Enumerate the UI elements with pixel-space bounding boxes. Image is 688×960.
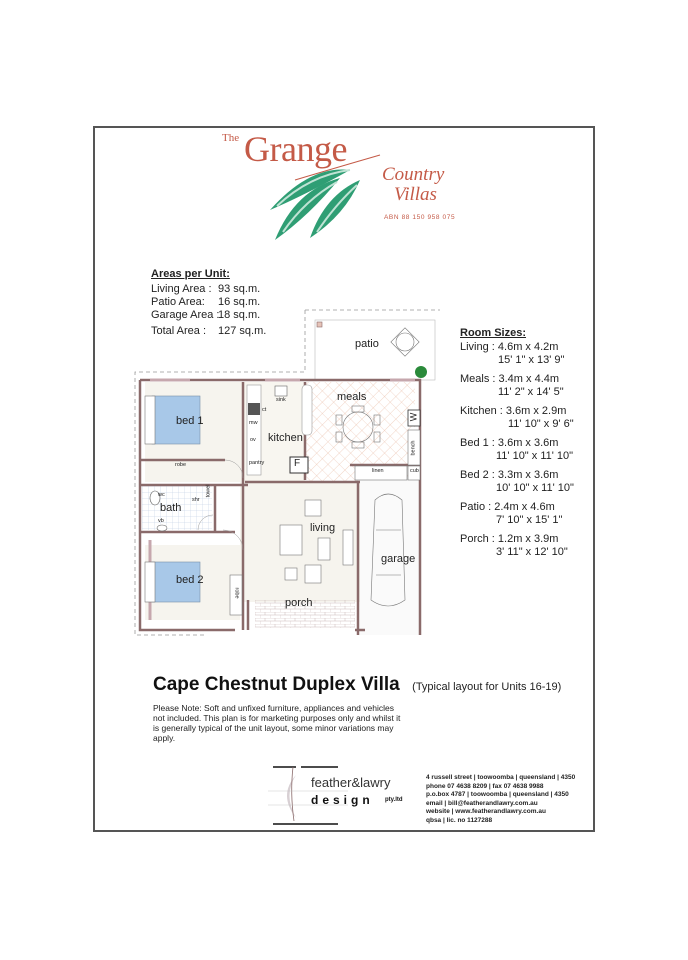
- room-size-item: Living : 4.6m x 4.2m 15' 1" x 13' 9": [460, 341, 565, 366]
- contact-qbsa: qbsa | lic. no 1127288: [426, 816, 493, 824]
- company-design: design: [311, 793, 374, 807]
- disclaimer-note: Please Note: Soft and unfixed furniture, appliances and vehicles not included. This plan is for marketing purposes only and whilst it is generally typical of the unit layout, some minor variations may apply.: [153, 703, 401, 743]
- label-ov: ov: [250, 437, 256, 443]
- logo-abn: ABN 88 150 958 075: [384, 214, 456, 221]
- room-sizes: [460, 327, 574, 559]
- floor-plan-drawing: [130, 300, 440, 645]
- contact-phone: phone 07 4638 8209 | fax 07 4638 9988: [426, 782, 544, 790]
- contact-website[interactable]: website | www.featherandlawry.com.au: [426, 808, 546, 815]
- areas-row: Living Area : 93 sq.m.: [151, 283, 261, 295]
- label-bench: bench: [410, 440, 417, 456]
- room-size-item: Meals : 3.4m x 4.4m 11' 2" x 14' 5": [460, 373, 564, 398]
- label-cub: cub: [410, 468, 419, 474]
- room-size-item: Bed 2 : 3.3m x 3.6m 10' 10" x 11' 10": [460, 469, 574, 494]
- floor-plan: [130, 300, 440, 645]
- label-shr: shr: [192, 497, 200, 503]
- label-pantry: pantry: [249, 460, 265, 466]
- label-linen: linen: [372, 468, 384, 474]
- room-label-bath: bath: [160, 502, 182, 514]
- room-size-item: Patio : 2.4m x 4.6m 7' 10" x 15' 1": [460, 501, 563, 526]
- label-towel: towel: [205, 484, 212, 498]
- label-sink: sink: [276, 397, 286, 403]
- label-fridge: F: [294, 458, 301, 469]
- room-label-bed2: bed 2: [176, 574, 204, 586]
- label-wc: wc: [158, 492, 165, 498]
- contact-address: 4 russell street | toowoomba | queensland | 4350: [426, 774, 576, 781]
- room-label-bed1: bed 1: [176, 415, 204, 427]
- eucalyptus-leaves-icon: [255, 150, 395, 245]
- room-size-item: Kitchen : 3.6m x 2.9m 11' 10" x 9' 6": [460, 405, 574, 430]
- areas-title: Areas per Unit:: [151, 268, 230, 280]
- logo-the: The: [222, 132, 240, 144]
- room-label-living: living: [310, 522, 336, 534]
- room-size-item: Bed 1 : 3.6m x 3.6m 11' 10" x 11' 10": [460, 437, 574, 462]
- label-mw: mw: [249, 420, 258, 426]
- logo-villas: Villas: [394, 184, 437, 205]
- company-contact: [426, 774, 575, 825]
- areas-row: Total Area : 127 sq.m.: [151, 325, 267, 337]
- room-label-meals: meals: [337, 391, 367, 403]
- label-vb: vb: [158, 518, 164, 524]
- contact-pobox: p.o.box 4787 | toowoomba | queensland | 4350: [426, 791, 569, 798]
- label-ct: ct: [262, 407, 267, 413]
- company-pty: pty.ltd: [385, 797, 403, 803]
- contact-email[interactable]: email | bill@featherandlawry.com.au: [426, 799, 538, 807]
- label-robe-2: robe: [233, 587, 240, 599]
- villa-subtitle: (Typical layout for Units 16-19): [412, 681, 562, 693]
- room-size-item: Porch : 1.2m x 3.9m 3' 11" x 12' 10": [460, 533, 568, 558]
- logo-grange: Grange: [244, 129, 347, 169]
- room-label-garage: garage: [381, 553, 416, 565]
- room-sizes-title: Room Sizes:: [460, 327, 527, 339]
- label-robe-1: robe: [175, 462, 187, 468]
- room-label-patio: patio: [355, 338, 379, 350]
- areas-row: Patio Area: 16 sq.m.: [151, 296, 261, 308]
- villa-heading: [153, 674, 561, 696]
- villa-title: Cape Chestnut Duplex Villa: [153, 674, 400, 695]
- logo-country: Country: [382, 164, 445, 185]
- areas-row: Garage Area :18 sq.m.: [151, 309, 261, 321]
- company-name: feather&lawry: [311, 775, 391, 790]
- feather-lawry-logo: [268, 763, 403, 828]
- room-label-porch: porch: [285, 597, 313, 609]
- room-label-kitchen: kitchen: [268, 432, 303, 444]
- label-washer: W: [408, 412, 419, 422]
